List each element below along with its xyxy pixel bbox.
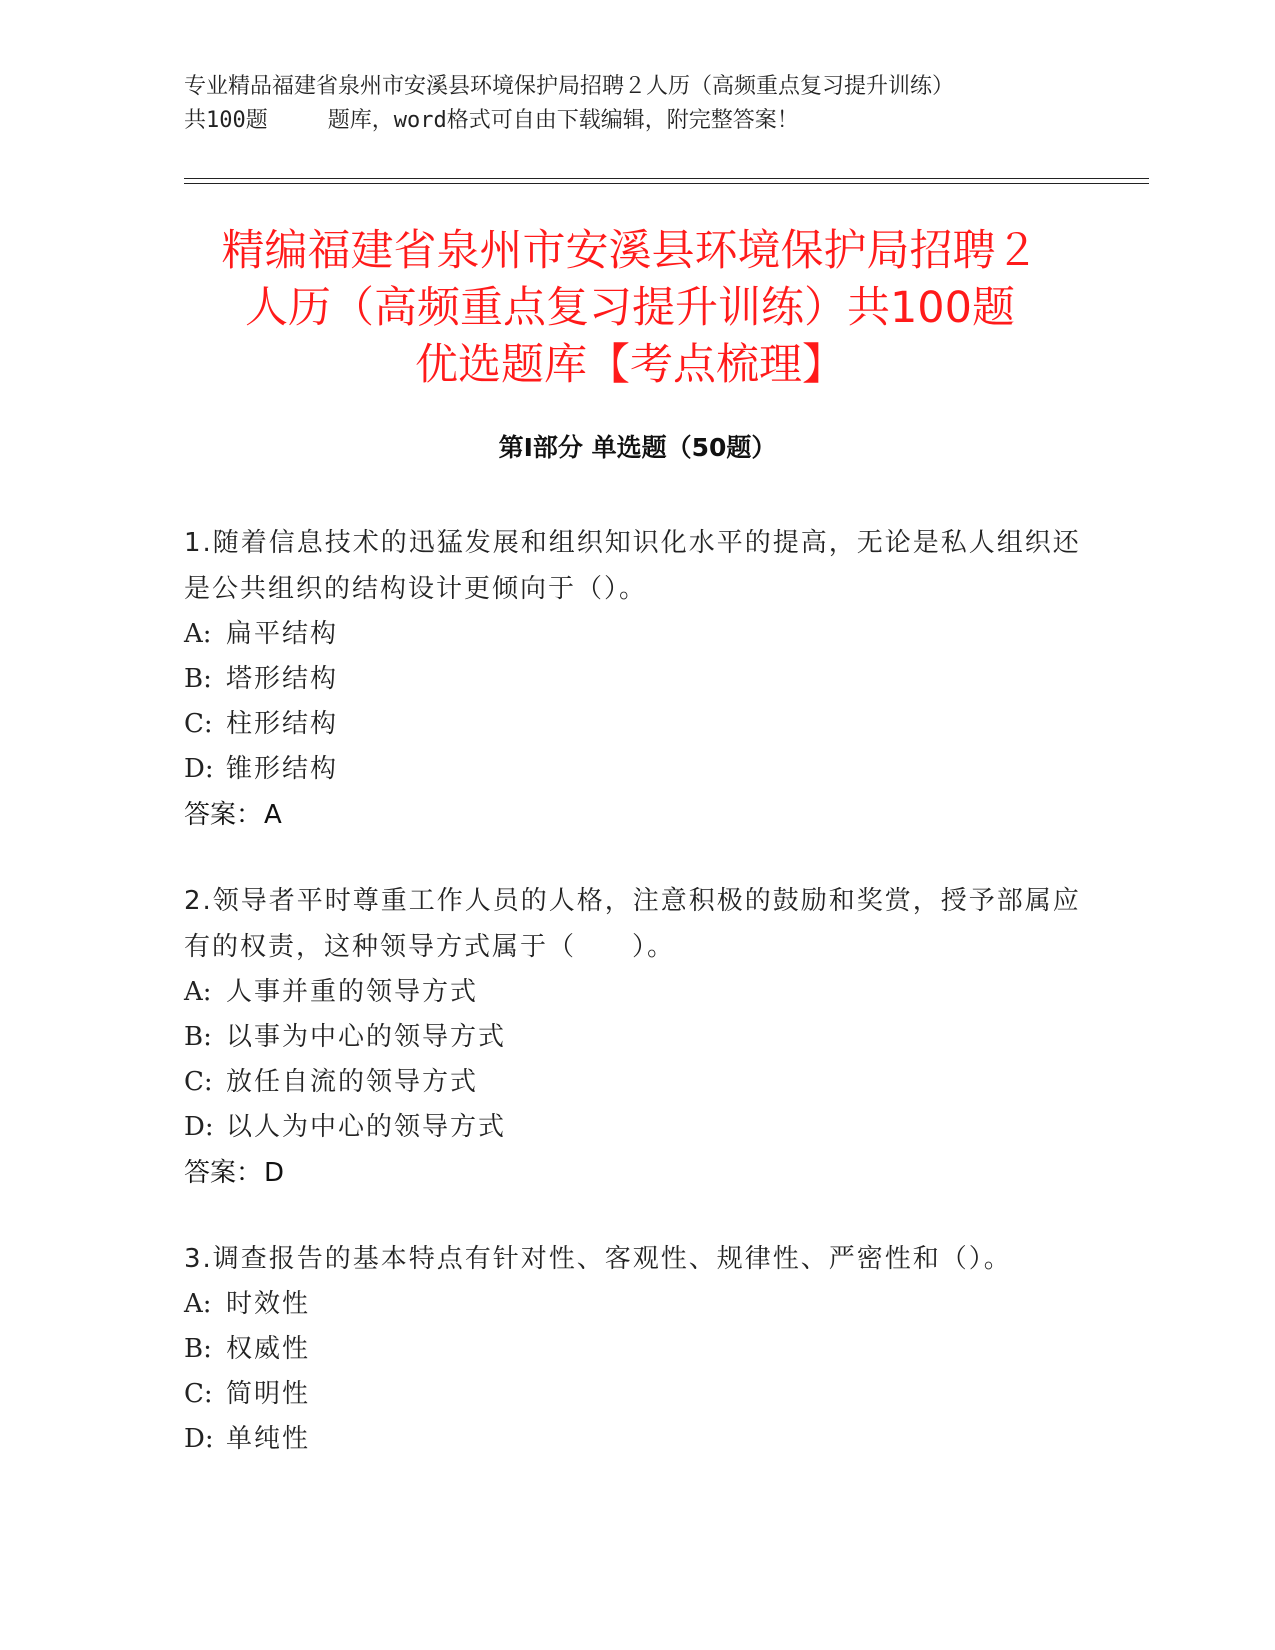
- answer-label: 答案：: [184, 1158, 263, 1188]
- option-b: [184, 1327, 1084, 1372]
- option-text: 柱形结构: [226, 709, 339, 739]
- option-d: [184, 747, 1084, 792]
- answer-value: A: [264, 800, 282, 830]
- option-text: 扁平结构: [226, 619, 339, 649]
- question-stem: 1.随着信息技术的迅猛发展和组织知识化水平的提高，无论是私人组织还是公共组织的结构设计更倾向于（）。: [184, 528, 1081, 604]
- header-line-2-left: 共100题: [184, 108, 268, 133]
- option-key: A:: [184, 1289, 212, 1319]
- option-a: [184, 1282, 1084, 1327]
- header-rule-thin: [184, 183, 1149, 184]
- header-rule-thick: [184, 178, 1149, 179]
- document-title: [130, 223, 1130, 394]
- answer-line: [184, 1150, 1084, 1196]
- option-key: B:: [184, 1022, 212, 1052]
- header-line-2-right: 题库，word格式可自由下载编辑，附完整答案！: [327, 108, 799, 133]
- section-title: 第Ⅰ部分 单选题（50题）: [498, 433, 777, 462]
- option-text: 权威性: [226, 1334, 311, 1364]
- option-key: A:: [184, 619, 212, 649]
- option-key: B:: [184, 1334, 212, 1364]
- option-key: D:: [184, 1424, 214, 1454]
- option-key: C:: [184, 709, 213, 739]
- option-text: 简明性: [226, 1379, 311, 1409]
- option-text: 时效性: [226, 1289, 311, 1319]
- option-b: [184, 657, 1084, 702]
- header-line-2: [184, 104, 1084, 138]
- option-key: D:: [184, 1112, 214, 1142]
- option-text: 人事并重的领导方式: [226, 977, 479, 1007]
- document-header: [184, 70, 1084, 138]
- option-key: D:: [184, 754, 214, 784]
- answer-line: [184, 792, 1084, 838]
- title-line-2: 人历（高频重点复习提升训练）共100题: [244, 283, 1016, 333]
- option-d: [184, 1105, 1084, 1150]
- option-text: 锥形结构: [226, 754, 339, 784]
- option-text: 以人为中心的领导方式: [226, 1112, 507, 1142]
- answer-label: 答案：: [184, 800, 263, 830]
- option-c: [184, 702, 1084, 747]
- option-c: [184, 1060, 1084, 1105]
- option-key: C:: [184, 1067, 213, 1097]
- option-a: [184, 970, 1084, 1015]
- question-3: [184, 1236, 1084, 1462]
- option-c: [184, 1372, 1084, 1417]
- answer-value: D: [264, 1158, 285, 1188]
- option-a: [184, 612, 1084, 657]
- header-line-1: 专业精品福建省泉州市安溪县环境保护局招聘２人历（高频重点复习提升训练）: [184, 74, 955, 99]
- question-stem: 2.领导者平时尊重工作人员的人格，注意积极的鼓励和奖赏，授予部属应有的权责，这种领导方式属于（ ）。: [184, 886, 1081, 962]
- question-2: [184, 878, 1084, 1196]
- option-text: 放任自流的领导方式: [226, 1067, 479, 1097]
- option-key: C:: [184, 1379, 213, 1409]
- option-text: 以事为中心的领导方式: [226, 1022, 507, 1052]
- option-d: [184, 1417, 1084, 1462]
- title-line-3: 优选题库【考点梳理】: [415, 340, 845, 390]
- title-line-1: 精编福建省泉州市安溪县环境保护局招聘２: [221, 226, 1039, 276]
- question-list: [184, 520, 1084, 1502]
- option-key: A:: [184, 977, 212, 1007]
- question-stem: 3.调查报告的基本特点有针对性、客观性、规律性、严密性和（）。: [184, 1244, 1012, 1274]
- option-key: B:: [184, 664, 212, 694]
- option-b: [184, 1015, 1084, 1060]
- option-text: 单纯性: [226, 1424, 311, 1454]
- option-text: 塔形结构: [226, 664, 339, 694]
- question-1: [184, 520, 1084, 838]
